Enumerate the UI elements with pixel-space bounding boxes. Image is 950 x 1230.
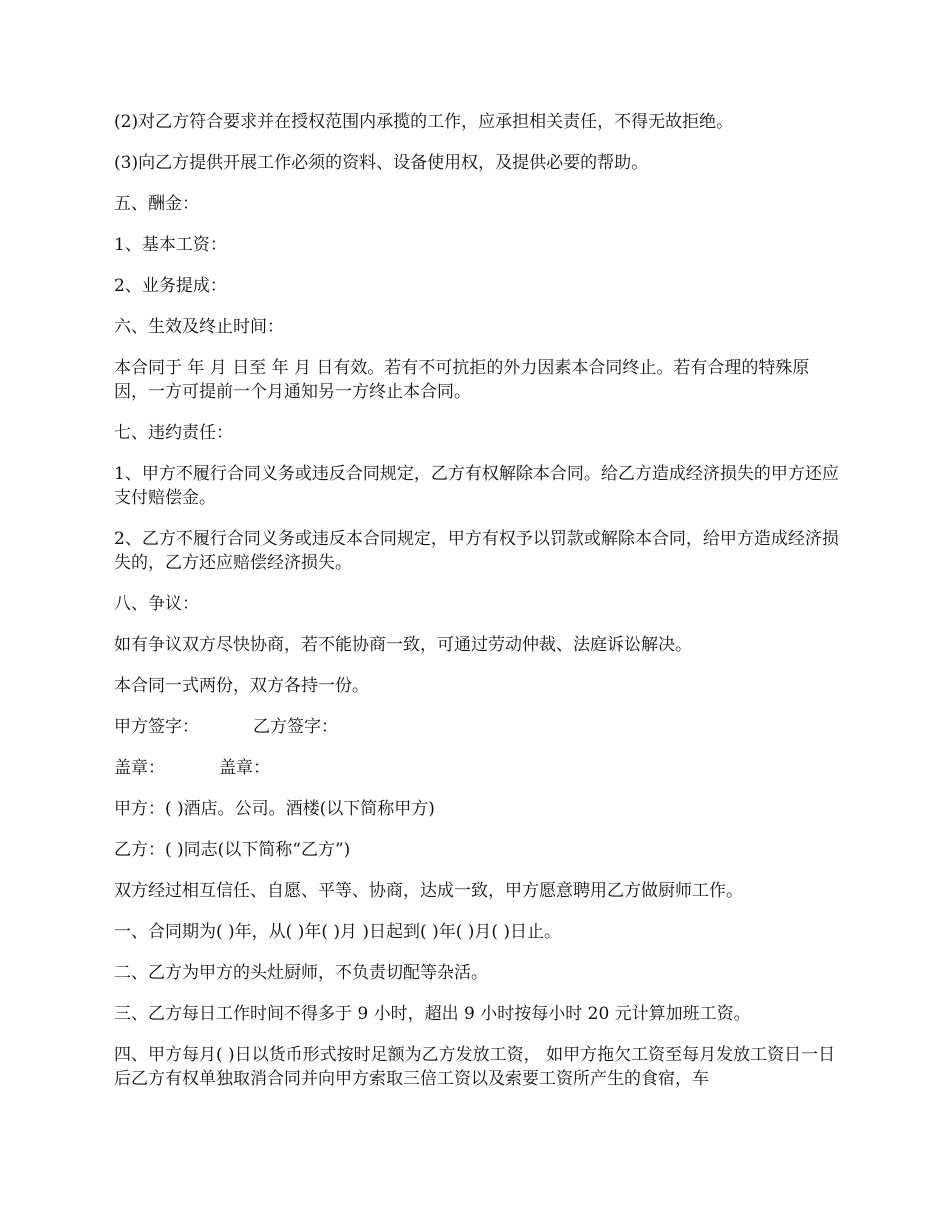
document-page — [114, 0, 842, 1108]
paragraph-duty-3: (3)向乙方提供开展工作必须的资料、设备使用权，及提供必要的帮助。 — [114, 153, 649, 173]
signature-line: 甲方签字： 乙方签字： — [114, 717, 339, 737]
party-b-line: 乙方：( )同志(以下简称“乙方”) — [114, 840, 351, 860]
heading-dispute: 八、争议： — [114, 594, 199, 614]
clause-head-chef: 二、乙方为甲方的头灶厨师，不负责切配等杂活。 — [114, 963, 488, 983]
party-a-line: 甲方：( )酒店。公司。酒楼(以下简称甲方) — [114, 799, 435, 819]
paragraph-dispute: 如有争议双方尽快协商，若不能协商一致，可通过劳动仲裁、法庭诉讼解决。 — [114, 635, 692, 655]
paragraph-effective-term: 本合同于 年 月 日至 年 月 日有效。若有不可抗拒的外力因素本合同终止。若有合理的特殊原因，一方可提前一个月通知另一方终止本合同。 — [114, 358, 810, 402]
heading-effective-term: 六、生效及终止时间： — [114, 317, 284, 337]
paragraph-base-salary: 1、基本工资： — [114, 235, 227, 255]
paragraph-duty-2: (2)对乙方符合要求并在授权范围内承揽的工作，应承担相关责任，不得无故拒绝。 — [114, 112, 734, 132]
paragraph-commission: 2、业务提成： — [114, 276, 227, 296]
seal-line: 盖章： 盖章： — [114, 758, 271, 778]
paragraph-breach-2: 2、乙方不履行合同义务或违反本合同规定，甲方有权予以罚款或解除本合同，给甲方造成经济损失的，乙方还应赔偿经济损失。 — [114, 529, 839, 573]
clause-contract-period: 一、合同期为( )年，从( )年( )月 )日起到( )年( )月( )日止。 — [114, 922, 562, 942]
heading-breach: 七、违约责任： — [114, 423, 233, 443]
paragraph-breach-1: 1、甲方不履行合同义务或违反合同规定，乙方有权解除本合同。给乙方造成经济损失的甲方还应支付赔偿金。 — [114, 464, 839, 508]
paragraph-copies: 本合同一式两份，双方各持一份。 — [114, 676, 369, 696]
paragraph-agreement: 双方经过相互信任、自愿、平等、协商，达成一致，甲方愿意聘用乙方做厨师工作。 — [114, 881, 743, 901]
clause-working-hours: 三、乙方每日工作时间不得多于 9 小时，超出 9 小时按每小时 20 元计算加班工资。 — [114, 1004, 751, 1024]
clause-salary-payment: 四、甲方每月( )日以货币形式按时足额为乙方发放工资， 如甲方拖欠工资至每月发放工资日一日后乙方有权单独取消合同并向甲方索取三倍工资以及索要工资所产生的食宿，车 — [114, 1045, 836, 1089]
heading-remuneration: 五、酬金： — [114, 194, 199, 214]
